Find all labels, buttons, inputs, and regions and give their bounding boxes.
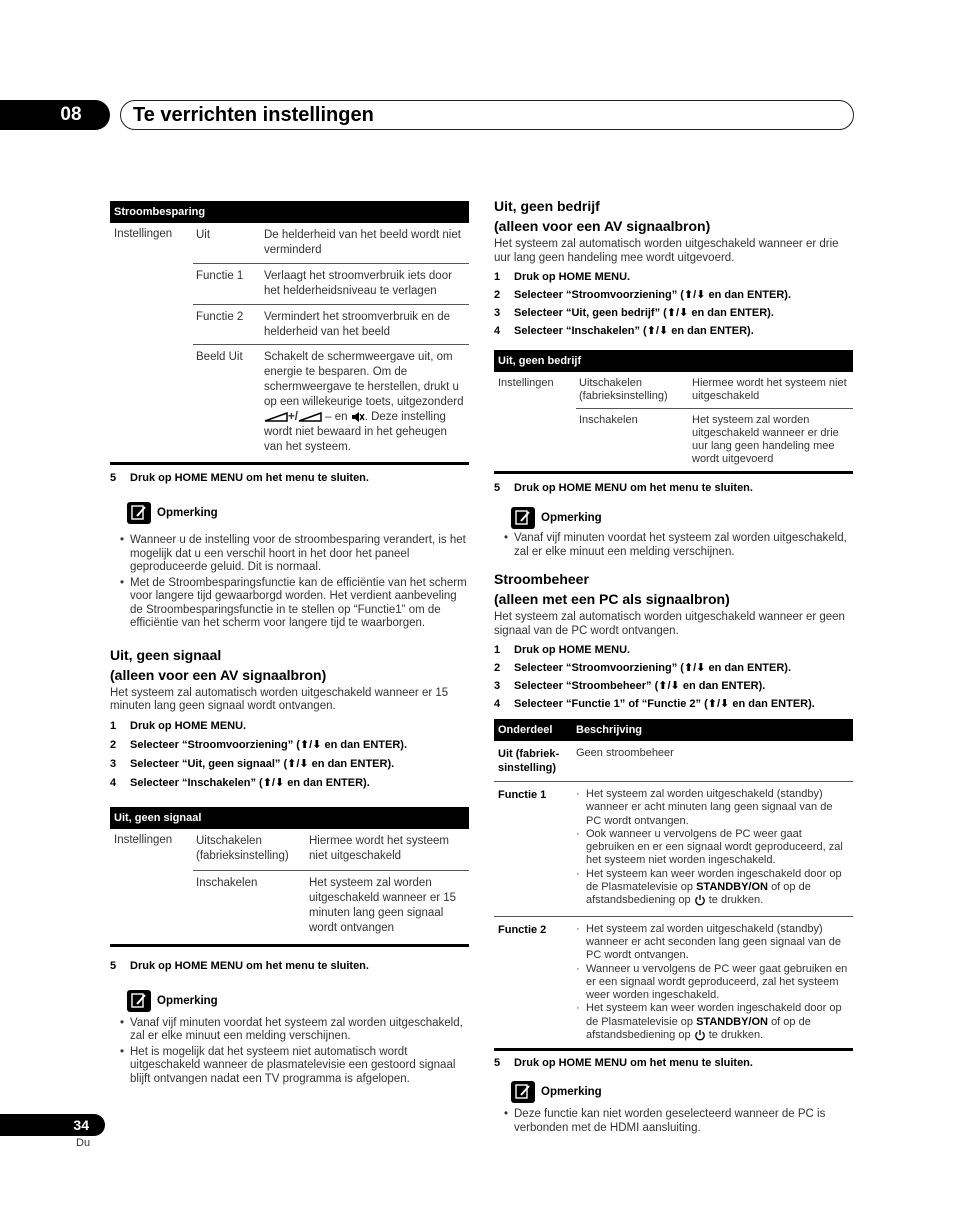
table-row: Inschakelen Het systeem zal worden uitgeschakeld wanneer er 15 minuten lang geen signaal wordt ontvangen — [193, 870, 469, 944]
table-row: Uitschakelen (fabrieksinstelling) Hiermee wordt het systeem niet uitgeschakeld — [196, 834, 449, 862]
mute-icon — [351, 411, 365, 423]
no-signal-table — [110, 829, 469, 947]
power-icon — [694, 894, 706, 906]
option-cell: Uit — [196, 229, 211, 241]
step: 2 Selecteer “Stroomvoorziening” (⬆/⬇ en dan ENTER). — [494, 289, 791, 301]
table-row-label: Instellingen — [114, 228, 173, 240]
column-header: Beschrijving — [576, 724, 643, 736]
table-row-label: Instellingen — [114, 833, 173, 846]
option-cell: Functie 2 — [193, 304, 261, 344]
column-header: Onderdeel — [498, 724, 553, 736]
note-header — [127, 502, 469, 524]
no-operation-table: Instellingen Uitschakelen (fabrieksinstelling) Hiermee wordt het systeem niet uitgeschakeld Inschakelen Het systeem zal worden uitgeschakeld wanneer er drie uur lang geen handeling mee wordt uitgevoerd — [494, 372, 853, 474]
step: 3 Selecteer “Uit, geen signaal” (⬆/⬇ en dan ENTER). — [110, 757, 395, 770]
option-cell: Beeld Uit — [193, 344, 261, 462]
right-column — [494, 196, 853, 1135]
section-paragraph: Het systeem zal automatisch worden uitgeschakeld wanneer er drie uur lang geen handeling mee wordt uitgevoerd. — [494, 238, 839, 264]
table-row — [193, 223, 469, 263]
pencil-note-icon — [511, 1081, 535, 1103]
step: 2 Selecteer “Stroomvoorziening” (⬆/⬇ en dan ENTER). — [494, 662, 791, 674]
table-title: Stroombesparing — [110, 201, 469, 223]
desc-cell: Schakelt de schermweergave uit, om energie te besparen. Om de schermweergave te herstellen, drukt u op een willekeurige toets, uitgezonderd +/ – en . Deze instelling wordt niet bewaard in het geheugen van het systeem. — [261, 344, 469, 462]
power-management-table — [494, 719, 853, 1051]
option-cell: Functie 1 — [193, 263, 261, 304]
section-subtitle: (alleen met een PC als signaalbron) — [494, 591, 730, 607]
step: 4 Selecteer “Inschakelen” (⬆/⬇ en dan ENTER). — [110, 776, 370, 789]
pencil-note-icon — [127, 990, 151, 1012]
desc-cell: De helderheid van het beeld wordt niet verminderd — [264, 229, 461, 256]
table-row: Inschakelen Het systeem zal worden uitgeschakeld wanneer er drie uur lang geen handeling mee wordt uitgevoerd — [576, 408, 853, 471]
step: 3 Selecteer “Stroombeheer” (⬆/⬇ en dan ENTER). — [494, 680, 766, 692]
section-title: Stroombeheer — [494, 571, 589, 587]
chapter-title: Te verrichten instellingen — [120, 100, 854, 130]
power-icon — [694, 1029, 706, 1041]
note-bullet: • Vanaf vijf minuten voordat het systeem zal worden uitgeschakeld, zal er elke minuut een melding verschijnen. — [110, 1017, 469, 1044]
section-title: Uit, geen bedrijf — [494, 198, 600, 214]
step: 1 Druk op HOME MENU. — [494, 271, 631, 283]
section-paragraph: Het systeem zal automatisch worden uitgeschakeld wanneer er 15 minuten lang geen signaal wordt ontvangen. — [110, 686, 449, 712]
section-paragraph: Het systeem zal automatisch worden uitgeschakeld wanneer er geen signaal van de PC wordt ontvangen. — [494, 611, 845, 637]
step: 5 Druk op HOME MENU om het menu te sluiten. — [110, 472, 369, 484]
pencil-note-icon — [511, 507, 535, 529]
step: 5 Druk op HOME MENU om het menu te sluiten. — [494, 1057, 753, 1070]
table-row: Functie 2 · Het systeem zal worden uitgeschakeld (standby) wanneer er acht seconden lang geen signaal van de PC wordt ontvangen. · Wanneer u vervolgens de PC weer gaat gebruiken en er een signaal wordt geproduceerd, zal het systeem weer worden ingeschakeld. · Het systeem kan weer worden ingeschakeld door op de Plasmatelevisie op STANDBY/ON of op de afstandsbediening op te drukken. — [494, 916, 853, 1049]
page-number: 34 — [0, 1114, 105, 1136]
table-title: Uit, geen signaal — [110, 807, 469, 829]
power-saving-table — [110, 223, 469, 465]
desc-cell: Vermindert het stroomverbruik en de helderheid van het beeld — [261, 304, 469, 344]
pencil-note-icon — [127, 502, 151, 524]
step: 2 Selecteer “Stroomvoorziening” (⬆/⬇ en dan ENTER). — [110, 738, 407, 751]
table-row — [193, 263, 469, 304]
note-bullet: • Vanaf vijf minuten voordat het systeem zal worden uitgeschakeld, zal er elke minuut een melding verschijnen. — [494, 532, 853, 559]
table-row: Uitschakelen (fabrieksinstelling) Hiermee wordt het systeem niet uitgeschakeld — [579, 377, 847, 402]
note-label: Opmerking — [157, 507, 218, 519]
note-header: Opmerking — [511, 1081, 853, 1103]
step: 1 Druk op HOME MENU. — [494, 644, 631, 656]
table-row: Uit (fabriek-sinstelling) Geen stroombeheer — [498, 747, 674, 774]
note-bullet: • Deze functie kan niet worden geselecteerd wanneer de PC is verbonden met de HDMI aansluiting. — [494, 1108, 853, 1135]
chapter-number: 08 — [0, 100, 110, 130]
note-bullet: • Met de Stroombesparingsfunctie kan de efficiëntie van het scherm voor langere tijd gewaarborgd worden. Het verdient aanbeveling de Stroombesparingsfunctie in te stellen op “Functie1” om de efficiëntie van het scherm voor langere tijd te waarborgen. — [110, 577, 469, 631]
section-subtitle: (alleen voor een AV signaalbron) — [110, 666, 327, 683]
section-title: Uit, geen signaal — [110, 646, 222, 663]
section-subtitle: (alleen voor een AV signaalbron) — [494, 218, 711, 234]
desc-cell: Verlaagt het stroomverbruik iets door het helderheidsniveau te verlagen — [261, 263, 469, 304]
step: 4 Selecteer “Inschakelen” (⬆/⬇ en dan ENTER). — [494, 325, 754, 337]
step: 1 Druk op HOME MENU. — [110, 719, 247, 732]
language-code: Du — [76, 1137, 91, 1149]
table-row — [193, 344, 469, 462]
table-header — [494, 719, 853, 741]
step: 5 Druk op HOME MENU om het menu te sluiten. — [494, 482, 753, 494]
note-header: Opmerking — [511, 507, 853, 529]
note-bullet: • Het is mogelijk dat het systeem niet automatisch wordt uitgeschakeld wanneer de plasmatelevisie een gestoord signaal blijft ontvangen nadat een TV programma is afgelopen. — [110, 1046, 469, 1087]
left-column — [110, 196, 469, 1086]
step: 5 Druk op HOME MENU om het menu te sluiten. — [110, 959, 369, 972]
step: 4 Selecteer “Functie 1” of “Functie 2” (⬆/⬇ en dan ENTER). — [494, 698, 815, 710]
volume-up-icon — [264, 412, 288, 422]
volume-down-icon — [298, 412, 322, 422]
note-bullet: • Wanneer u de instelling voor de stroombesparing verandert, is het mogelijk dat u een verschil hoort in het door het paneel geproduceerde geluid. Dit is normaal. — [110, 534, 469, 575]
note-header: Opmerking — [127, 990, 469, 1012]
step: 3 Selecteer “Uit, geen bedrijf” (⬆/⬇ en dan ENTER). — [494, 307, 774, 319]
table-row — [193, 304, 469, 344]
table-row: Functie 1 · Het systeem zal worden uitgeschakeld (standby) wanneer er acht minuten lang geen signaal van de PC wordt ontvangen. · Ook wanneer u vervolgens de PC weer gaat gebruiken en er een signaal wordt geproduceerd, zal het systeem niet worden ingeschakeld. · Het systeem kan weer worden ingeschakeld door op de Plasmatelevisie op STANDBY/ON of op de afstandsbediening op te drukken. — [494, 781, 853, 916]
table-title: Uit, geen bedrijf — [494, 350, 853, 372]
